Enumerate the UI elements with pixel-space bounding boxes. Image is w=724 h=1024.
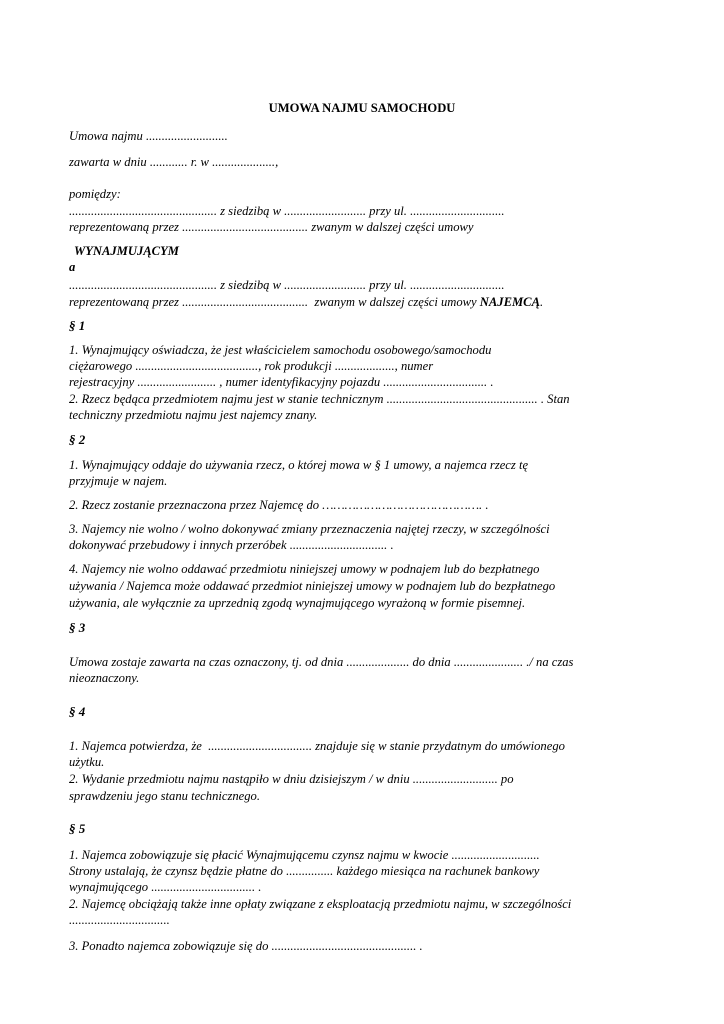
section-4-line-2: użytku. (69, 755, 105, 769)
section-5-line-3: wynajmującego ................................. . (69, 880, 262, 894)
section-2-line-7: używania / Najemca może oddawać przedmiot niniejszej umowy w podnajem lub do bezpłatnego (69, 579, 556, 593)
parties-between: pomiędzy: (69, 187, 121, 201)
party-2-line-2-suffix: . (540, 295, 544, 309)
section-5-heading: § 5 (69, 821, 86, 836)
section-1-line-3: rejestracyjny ......................... , numer identyfikacyjny pojazdu ................................. . (69, 375, 494, 389)
section-4-line-1: 1. Najemca potwierdza, że ................................. znajduje się w stanie przydatnym do umówionego (69, 739, 565, 753)
section-1-heading: § 1 (69, 318, 86, 333)
section-5-line-2: Strony ustalają, że czynsz będzie płatne do ............... każdego miesiąca na rachunek bankowy (69, 864, 540, 878)
section-2-line-3: 2. Rzecz zostanie przeznaczona przez Najemcę do ……………………………………. . (69, 498, 489, 512)
party-and: a (69, 260, 76, 274)
section-1-line-1: 1. Wynajmujący oświadcza, że jest właścicielem samochodu osobowego/samochodu (69, 343, 492, 357)
section-1-line-5: techniczny przedmiotu najmu jest najemcy znany. (69, 408, 318, 422)
section-2-line-5: dokonywać przebudowy i innych przeróbek ............................... . (69, 538, 394, 552)
section-1-line-2: ciężarowego ......................................., rok produkcji ..................., numer (69, 359, 434, 373)
section-3-line-2: nieoznaczony. (69, 671, 140, 685)
section-2-line-4: 3. Najemcy nie wolno / wolno dokonywać zmiany przeznaczenia najętej rzeczy, w szczególności (69, 522, 550, 536)
section-2-line-6: 4. Najemcy nie wolno oddawać przedmiotu niniejszej umowy w podnajem lub do bezpłatnego (69, 562, 540, 576)
intro-line-2: zawarta w dniu ............ r. w ...................., (69, 155, 279, 169)
section-2-line-8: używania, ale wyłącznie za uprzednią zgodą wynajmującego wyrażoną w formie pisemnej. (69, 596, 526, 610)
section-3-line-1: Umowa zostaje zawarta na czas oznaczony, tj. od dnia .................... do dnia ...................... ./ na czas (69, 655, 574, 669)
section-4-line-4: sprawdzeniu jego stanu technicznego. (69, 789, 260, 803)
party-1-line-1: ............................................... z siedzibą w .......................... przy ul. .............................. (69, 204, 505, 218)
section-5-line-5: ................................ (69, 913, 170, 927)
party-2-line-2-prefix: reprezentowaną przez ........................................ zwanym w dalszej części umowy (69, 295, 480, 309)
party-1-line-2: reprezentowaną przez ........................................ zwanym w dalszej części umowy (69, 220, 474, 234)
section-5-line-1: 1. Najemca zobowiązuje się płacić Wynajmującemu czynsz najmu w kwocie ............................ (69, 848, 540, 862)
section-4-heading: § 4 (69, 704, 86, 719)
party-2-line-2 (69, 294, 543, 310)
section-2-line-2: przyjmuje w najem. (69, 474, 168, 488)
section-4-line-3: 2. Wydanie przedmiotu najmu nastąpiło w dniu dzisiejszym / w dniu ........................... po (69, 772, 514, 786)
section-3-heading: § 3 (69, 620, 86, 635)
intro-line-1: Umowa najmu .......................... (69, 129, 228, 143)
section-1-line-4: 2. Rzecz będąca przedmiotem najmu jest w stanie technicznym ................................................ . Stan (69, 392, 570, 406)
document-title: UMOWA NAJMU SAMOCHODU (268, 100, 456, 115)
section-2-heading: § 2 (69, 432, 86, 447)
party-1-role: WYNAJMUJĄCYM (74, 244, 179, 258)
section-5-line-4: 2. Najemcę obciążają także inne opłaty związane z eksploatacją przedmiotu najmu, w szczególności (69, 897, 572, 911)
section-2-line-1: 1. Wynajmujący oddaje do używania rzecz, o której mowa w § 1 umowy, a najemca rzecz tę (69, 458, 529, 472)
party-2-role: NAJEMCĄ (479, 295, 540, 309)
section-5-line-6: 3. Ponadto najemca zobowiązuje się do .............................................. . (69, 939, 423, 953)
party-2-line-1: ............................................... z siedzibą w .......................... przy ul. .............................. (69, 278, 505, 292)
